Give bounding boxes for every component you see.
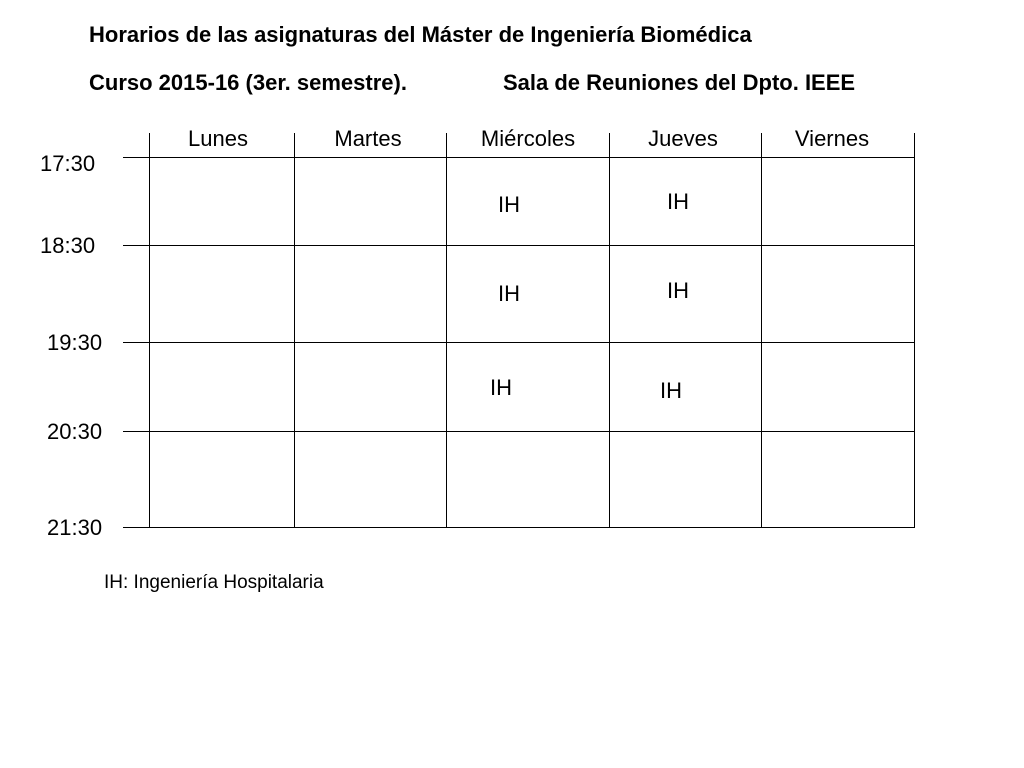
- grid-col-line-1: [149, 133, 150, 528]
- room-subtitle: Sala de Reuniones del Dpto. IEEE: [503, 70, 856, 95]
- grid-col-line-5: [761, 133, 762, 528]
- day-header-jueves: Jueves: [648, 126, 718, 151]
- session-wednesday-1830: IH: [498, 281, 520, 306]
- time-label-1730: 17:30: [40, 151, 96, 176]
- time-label-1930: 19:30: [47, 330, 103, 355]
- session-thursday-1730: IH: [667, 189, 689, 214]
- day-header-viernes: Viernes: [794, 126, 870, 151]
- time-label-2030: 20:30: [47, 419, 103, 444]
- grid-col-line-2: [294, 133, 295, 528]
- grid-line-1930: [123, 342, 915, 343]
- grid-line-2130: [123, 527, 915, 528]
- grid-col-line-3: [446, 133, 447, 528]
- time-label-1830: 18:30: [40, 233, 96, 258]
- session-thursday-1830: IH: [667, 278, 689, 303]
- page-title: Horarios de las asignaturas del Máster de Ingeniería Biomédica: [89, 22, 752, 47]
- grid-line-2030: [123, 431, 915, 432]
- session-wednesday-1730: IH: [498, 192, 520, 217]
- course-subtitle: Curso 2015-16 (3er. semestre).: [89, 70, 407, 95]
- time-label-2130: 21:30: [47, 515, 103, 540]
- legend: IH: Ingeniería Hospitalaria: [104, 572, 324, 593]
- session-thursday-1930: IH: [660, 378, 682, 403]
- grid-line-1830: [123, 245, 915, 246]
- grid-col-line-6: [914, 133, 915, 528]
- grid-col-line-4: [609, 133, 610, 528]
- day-header-martes: Martes: [334, 126, 402, 151]
- day-header-miercoles: Miércoles: [480, 126, 576, 151]
- grid-line-1730: [123, 157, 915, 158]
- day-header-lunes: Lunes: [188, 126, 248, 151]
- session-wednesday-1930: IH: [490, 375, 512, 400]
